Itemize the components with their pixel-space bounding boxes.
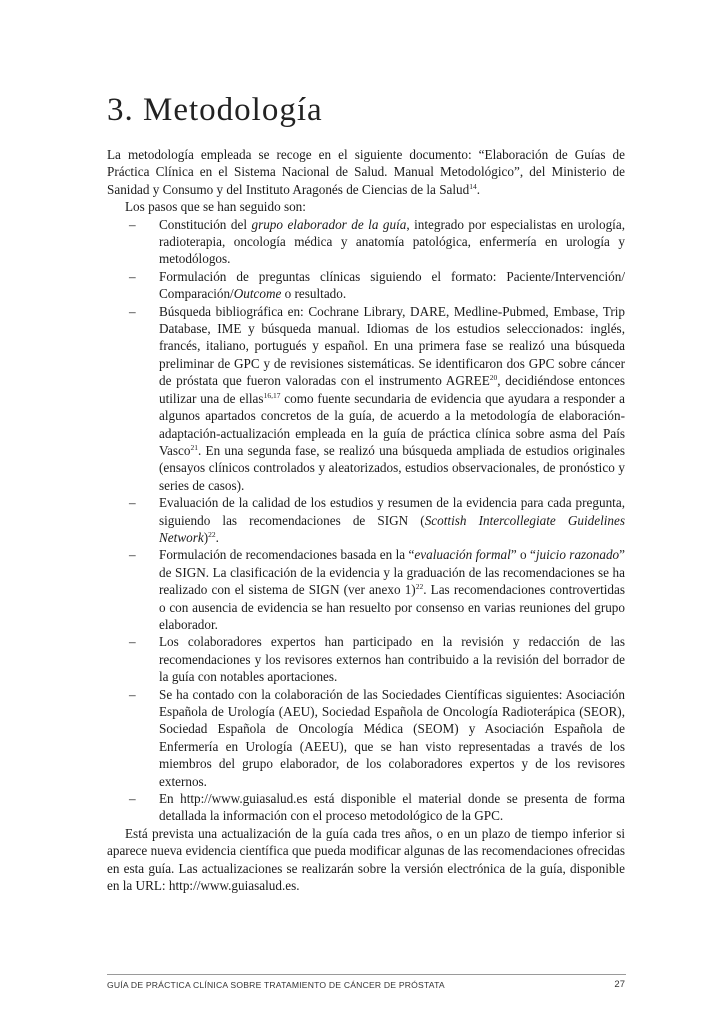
reference-marker: 14	[469, 181, 477, 191]
steps-list	[107, 216, 625, 825]
reference-marker: 22	[415, 582, 424, 592]
intro-text-end: .	[476, 181, 481, 197]
step-text: ” o “	[510, 547, 536, 563]
step-text: como fuente secundaria de evidencia que ayudara a responder a algunos apartados concretos de la guía, de acuerdo a la metodología de elaboración-adaptación-actualización empleada en la guía de práctica clínica sobre asma del País Vasco	[159, 390, 625, 458]
step-text: Constitución del	[159, 216, 252, 232]
step-text: En http://www.guiasalud.es está disponible el material donde se presenta de forma detallada la información con el proceso metodológico de la GPC.	[159, 791, 625, 824]
step-emphasis: evaluación formal	[414, 547, 511, 563]
steps-intro: Los pasos que se han seguido son:	[125, 199, 306, 215]
reference-marker: 16,17	[263, 390, 281, 400]
step-text: o resultado.	[281, 286, 347, 302]
list-dash: –	[129, 216, 136, 232]
intro-text: La metodología empleada se recoge en el siguiente documento: “Elaboración de Guías de Práctica Clínica en el Sistema Nacional de Salud. Manual Metodológico”, del Ministerio de Sanidad y Consumo y del Instituto Aragonés de Ciencias de la Salud	[107, 147, 625, 197]
list-dash: –	[129, 791, 136, 807]
step-text: .	[215, 529, 219, 545]
step-text: Formulación de preguntas clínicas siguiendo el formato: Paciente/Intervención/ Comparación/	[159, 268, 625, 302]
list-item	[107, 790, 625, 825]
list-item	[107, 303, 625, 494]
list-item	[107, 686, 625, 790]
step-text: , decidiéndose entonces utilizar una de ellas	[159, 373, 625, 406]
list-item	[107, 494, 625, 546]
list-dash: –	[129, 268, 136, 284]
list-item	[107, 216, 625, 268]
section-title: 3. Metodología	[107, 92, 323, 128]
step-emphasis: juicio razonado	[535, 547, 620, 563]
step-text: . Las recomendaciones controvertidas o con ausencia de evidencia se han resuelto por consenso en varias reuniones del grupo elaborador.	[159, 582, 625, 632]
closing-paragraph: Está prevista una actualización de la guía cada tres años, o en un plazo de tiempo inferior si aparece nueva evidencia científica que pueda modificar algunas de las recomendaciones ofrecidas en esta guía. Las actualizaciones se realizarán sobre la versión electrónica de la guía, disponible en la URL: http://www.guiasalud.es.	[107, 825, 625, 894]
list-item	[107, 633, 625, 685]
step-text: ” de SIGN. La clasificación de la evidencia y la graduación de las recomendaciones se ha realizado con el sistema de SIGN (ver anexo 1)	[159, 547, 625, 598]
list-item	[107, 546, 625, 633]
list-dash: –	[129, 686, 136, 702]
list-item	[107, 268, 625, 303]
list-dash: –	[129, 547, 136, 563]
step-text: Evaluación de la calidad de los estudios y resumen de la evidencia para cada pregunta, siguiendo las recomendaciones de SIGN (	[159, 495, 625, 528]
list-dash: –	[129, 634, 136, 650]
section-body	[107, 146, 625, 894]
step-emphasis: Outcome	[233, 286, 282, 302]
footer-divider	[107, 974, 626, 975]
list-dash: –	[129, 495, 136, 511]
step-emphasis: grupo elaborador de la guía	[251, 216, 407, 232]
page-number: 27	[614, 979, 625, 990]
step-text: . En una segunda fase, se realizó una búsqueda ampliada de estudios originales (ensayos clínicos controlados y aleatorizados, estudios observacionales, de pronóstico y series de casos).	[159, 442, 625, 493]
step-text: Búsqueda bibliográfica en: Cochrane Library, DARE, Medline-Pubmed, Embase, Trip Database, IME y búsqueda manual. Idiomas de los estudios seleccionados: inglés, francés, italiano, portugués y español. En una primera fase se realizó una búsqueda preliminar de GPC y de revisiones sistemáticas. Se identificaron dos GPC sobre cáncer de próstata que fueron valoradas con el instrumento AGREE	[159, 303, 625, 389]
step-text: Los colaboradores expertos han participado en la revisión y redacción de las recomendaciones y los revisores externos han contribuido a la revisión del borrador de la guía con notables aportaciones.	[159, 634, 625, 685]
list-dash: –	[129, 303, 136, 319]
step-emphasis: Scottish Intercollegiate Guidelines Network	[159, 512, 625, 545]
running-footer-title: GUÍA DE PRÁCTICA CLÍNICA SOBRE TRATAMIENTO DE CÁNCER DE PRÓSTATA	[107, 980, 445, 990]
step-text: Formulación de recomendaciones basada en la “	[159, 547, 415, 563]
intro-paragraph	[107, 146, 625, 198]
step-text: Se ha contado con la colaboración de las Sociedades Científicas siguientes: Asociación Española de Urología (AEU), Sociedad Española de Oncología Radioterápica (SEOR), Sociedad Española de Oncología Médica (SEOM) y Asociación Española de Enfermería en Urología (AEEU), que se han visto representadas a través de los miembros del grupo elaborador, de los colaboradores expertos y de los revisores externos.	[159, 686, 625, 789]
reference-marker: 20	[489, 373, 498, 383]
reference-marker: 22	[208, 529, 216, 539]
step-text: , integrado por especialistas en urología, radioterapia, oncología médica y anatomía patológica, enfermería en urología y metodólogos.	[159, 216, 625, 267]
step-text: )	[203, 529, 209, 545]
reference-marker: 21	[190, 442, 198, 452]
